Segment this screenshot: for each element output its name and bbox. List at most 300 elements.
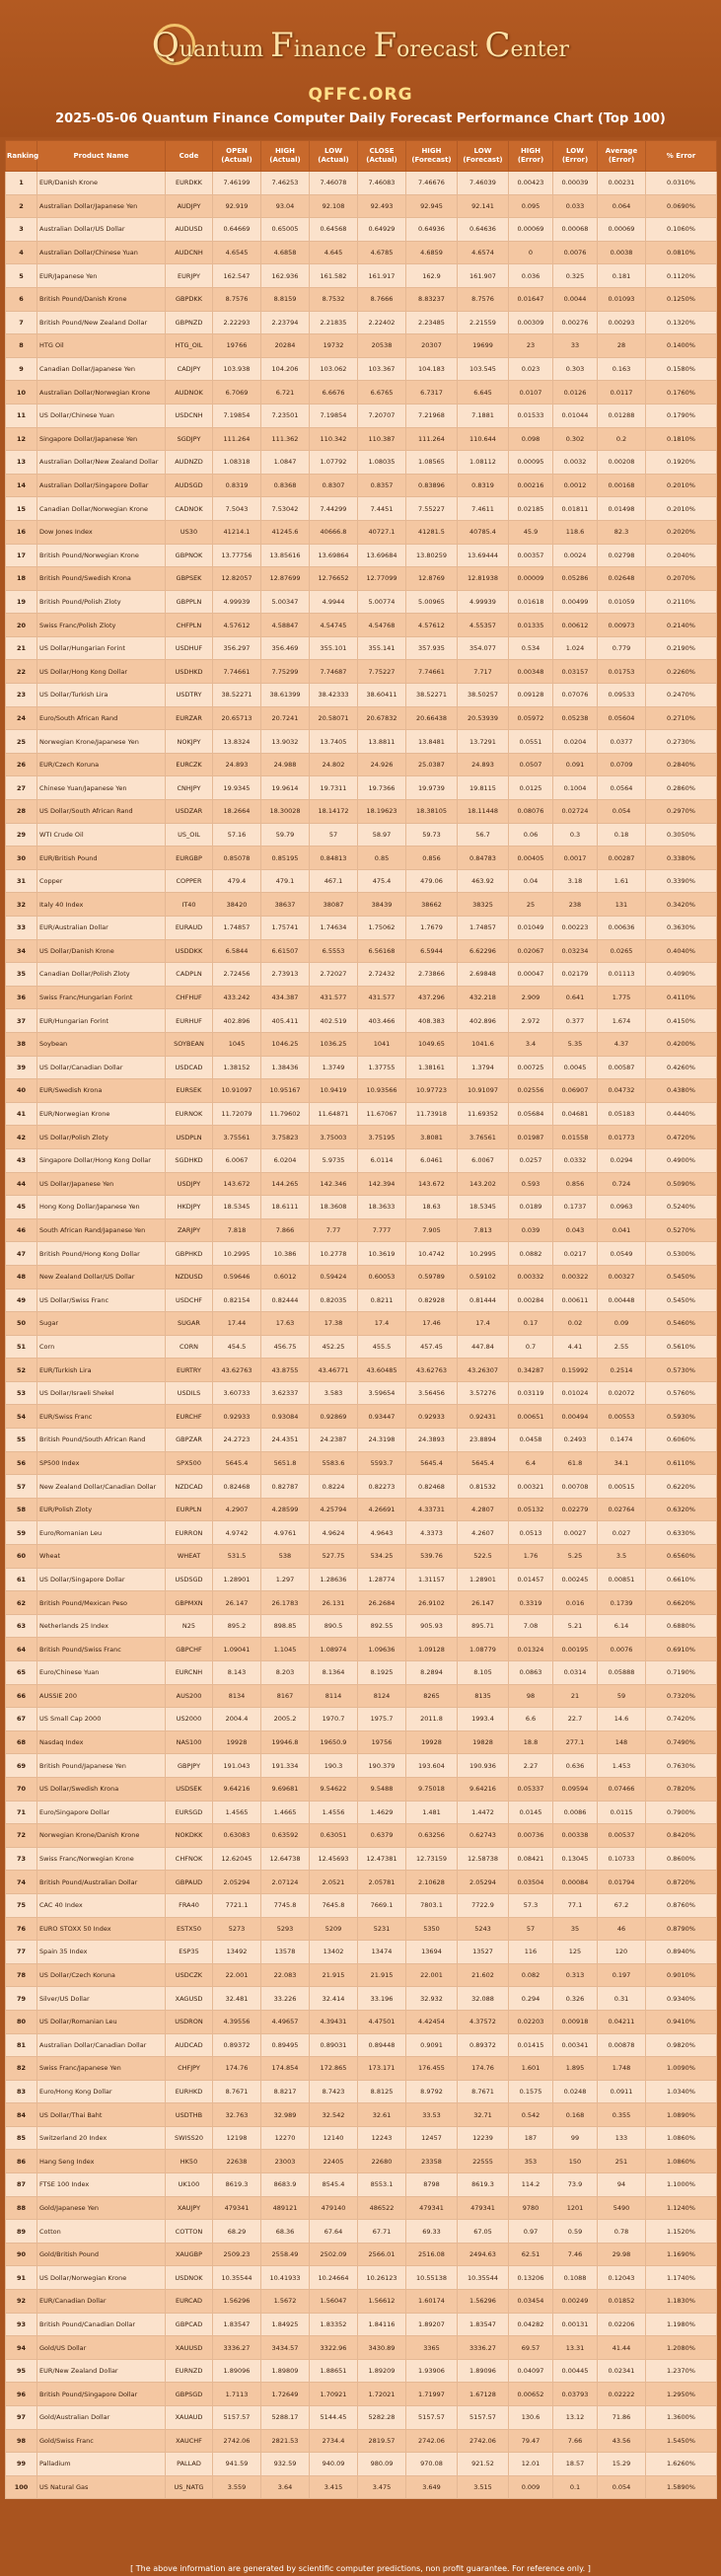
table-cell: 4.37 bbox=[598, 1032, 646, 1056]
table-cell: 0.31 bbox=[598, 1987, 646, 2011]
table-cell: Euro/Singapore Dollar bbox=[37, 1801, 166, 1824]
table-cell: 0.7 bbox=[509, 1335, 553, 1359]
table-cell: 0.84813 bbox=[310, 846, 358, 870]
table-cell: 0.00321 bbox=[509, 1475, 553, 1499]
table-row bbox=[6, 241, 717, 264]
table-cell: 1201 bbox=[553, 2196, 598, 2220]
table-cell: 0.2493 bbox=[553, 1429, 598, 1452]
table-cell: 8.1925 bbox=[358, 1661, 406, 1685]
table-cell: 5.35 bbox=[553, 1032, 598, 1056]
table-cell: 4.9761 bbox=[261, 1521, 310, 1545]
table-cell: CORN bbox=[166, 1335, 213, 1359]
table-cell: 18.3608 bbox=[310, 1196, 358, 1219]
table-cell: NOKDKK bbox=[166, 1824, 213, 1848]
table-cell: 0.0017 bbox=[553, 846, 598, 870]
table-row bbox=[6, 823, 717, 846]
table-cell: 13.7405 bbox=[310, 730, 358, 754]
table-cell: 12.81938 bbox=[458, 567, 509, 591]
table-cell: 3.559 bbox=[213, 2475, 261, 2499]
table-cell: 6.5553 bbox=[310, 939, 358, 963]
table-cell: 0.02 bbox=[553, 1312, 598, 1336]
table-cell: 3.57276 bbox=[458, 1381, 509, 1405]
table-cell: 0.01498 bbox=[598, 497, 646, 521]
table-cell: Australian Dollar/New Zealand Dollar bbox=[37, 451, 166, 475]
table-cell: 0.2730% bbox=[646, 730, 717, 754]
brand-letter-c: C bbox=[484, 26, 511, 65]
table-cell: 1970.7 bbox=[310, 1708, 358, 1731]
table-cell: 0.0086 bbox=[553, 1801, 598, 1824]
table-cell: 0.9010% bbox=[646, 1963, 717, 1987]
table-cell: 8798 bbox=[406, 2173, 458, 2197]
table-cell: 940.09 bbox=[310, 2453, 358, 2476]
table-cell: 40 bbox=[6, 1079, 37, 1103]
table-cell: Norwegian Krone/Danish Krone bbox=[37, 1824, 166, 1848]
table-cell: 0.6560% bbox=[646, 1545, 717, 1569]
table-cell: Swiss Franc/Hungarian Forint bbox=[37, 986, 166, 1009]
table-cell: 0.06 bbox=[509, 823, 553, 846]
table-cell: 6.0204 bbox=[261, 1148, 310, 1172]
table-row bbox=[6, 730, 717, 754]
table-cell: 3.64 bbox=[261, 2475, 310, 2499]
table-cell: 20.66438 bbox=[406, 706, 458, 730]
table-row bbox=[6, 1475, 717, 1499]
table-cell: Nasdaq Index bbox=[37, 1730, 166, 1754]
table-row bbox=[6, 1730, 717, 1754]
table-cell: 22.001 bbox=[406, 1963, 458, 1987]
table-cell: 3.415 bbox=[310, 2475, 358, 2499]
table-cell: 76 bbox=[6, 1917, 37, 1941]
table-cell: British Pound/Danish Krone bbox=[37, 287, 166, 311]
table-row bbox=[6, 2010, 717, 2033]
table-cell: USDZAR bbox=[166, 800, 213, 824]
table-cell: 0.00276 bbox=[553, 311, 598, 334]
table-cell: 3.5 bbox=[598, 1545, 646, 1569]
table-cell: 1.08318 bbox=[213, 451, 261, 475]
table-cell: 2.22402 bbox=[358, 311, 406, 334]
table-cell: 12.82057 bbox=[213, 567, 261, 591]
table-cell: Sugar bbox=[37, 1312, 166, 1336]
table-cell: 1.09128 bbox=[406, 1638, 458, 1661]
table-cell: 0.779 bbox=[598, 636, 646, 660]
table-cell: 86 bbox=[6, 2150, 37, 2173]
table-cell: 0.377 bbox=[553, 1009, 598, 1033]
table-cell: 0.0012 bbox=[553, 474, 598, 497]
table-cell: 1.5672 bbox=[261, 2290, 310, 2314]
table-cell: 1036.25 bbox=[310, 1032, 358, 1056]
table-cell: 1.72021 bbox=[358, 2383, 406, 2406]
table-cell: 190.379 bbox=[358, 1754, 406, 1778]
table-row bbox=[6, 590, 717, 614]
table-body bbox=[6, 172, 717, 2499]
table-cell: 0.00341 bbox=[553, 2033, 598, 2057]
table-cell: COTTON bbox=[166, 2220, 213, 2244]
table-cell: 0.2970% bbox=[646, 800, 717, 824]
table-row bbox=[6, 1451, 717, 1475]
table-cell: SGDJPY bbox=[166, 427, 213, 451]
table-cell: 0.7490% bbox=[646, 1730, 717, 1754]
table-cell: 0.00195 bbox=[553, 1638, 598, 1661]
table-cell: 110.387 bbox=[358, 427, 406, 451]
table-cell: 66 bbox=[6, 1684, 37, 1708]
table-cell: 0.6110% bbox=[646, 1451, 717, 1475]
table-cell: EURRON bbox=[166, 1521, 213, 1545]
table-cell: 12.01 bbox=[509, 2453, 553, 2476]
table-cell: 18.14172 bbox=[310, 800, 358, 824]
table-cell: 83 bbox=[6, 2080, 37, 2103]
table-cell: 355.101 bbox=[310, 636, 358, 660]
table-cell: 18.38105 bbox=[406, 800, 458, 824]
table-cell: 118.6 bbox=[553, 520, 598, 544]
table-cell: 4.41 bbox=[553, 1335, 598, 1359]
table-cell: 17 bbox=[6, 544, 37, 567]
table-cell: 111.264 bbox=[406, 427, 458, 451]
table-cell: 18.57 bbox=[553, 2453, 598, 2476]
table-cell: USDSEK bbox=[166, 1777, 213, 1801]
table-cell: 1.4472 bbox=[458, 1801, 509, 1824]
table-cell: 1.84925 bbox=[261, 2313, 310, 2336]
table-cell: 10.91097 bbox=[213, 1079, 261, 1103]
table-cell: 1.1690% bbox=[646, 2243, 717, 2266]
table-cell: 0.85078 bbox=[213, 846, 261, 870]
table-cell: 0.04732 bbox=[598, 1079, 646, 1103]
table-cell: 62.51 bbox=[509, 2243, 553, 2266]
table-row bbox=[6, 1917, 717, 1941]
table-cell: AUDCNH bbox=[166, 241, 213, 264]
table-cell: USDDKK bbox=[166, 939, 213, 963]
table-cell: 0.9091 bbox=[406, 2033, 458, 2057]
table-cell: Spain 35 Index bbox=[37, 1941, 166, 1964]
table-cell: 0.00168 bbox=[598, 474, 646, 497]
table-cell: 0.00423 bbox=[509, 172, 553, 195]
table-cell: 1.3794 bbox=[458, 1056, 509, 1079]
table-cell: 0.02072 bbox=[598, 1381, 646, 1405]
table-cell: 103.938 bbox=[213, 357, 261, 381]
table-cell: 0.02341 bbox=[598, 2359, 646, 2383]
table-cell: 6.721 bbox=[261, 381, 310, 405]
table-cell: 0.00069 bbox=[598, 218, 646, 242]
table-cell: EURPLN bbox=[166, 1498, 213, 1521]
table-cell: 77.1 bbox=[553, 1893, 598, 1917]
table-cell: 2005.2 bbox=[261, 1708, 310, 1731]
table-cell: 0.2140% bbox=[646, 614, 717, 637]
table-cell: 895.2 bbox=[213, 1614, 261, 1638]
table-cell: 0.6220% bbox=[646, 1475, 717, 1499]
table-row bbox=[6, 1893, 717, 1917]
table-cell: 4.99939 bbox=[458, 590, 509, 614]
table-cell: 57.3 bbox=[509, 1893, 553, 1917]
table-cell: 2.972 bbox=[509, 1009, 553, 1033]
table-cell: 0.8790% bbox=[646, 1917, 717, 1941]
table-cell: 36 bbox=[6, 986, 37, 1009]
table-cell: 0.5930% bbox=[646, 1405, 717, 1429]
table-cell: 433.242 bbox=[213, 986, 261, 1009]
table-cell: 4.9643 bbox=[358, 1521, 406, 1545]
table-cell: 19946.8 bbox=[261, 1730, 310, 1754]
table-cell: British Pound/Norwegian Krone bbox=[37, 544, 166, 567]
table-cell: 13.7291 bbox=[458, 730, 509, 754]
table-cell: 24.2723 bbox=[213, 1429, 261, 1452]
table-cell: 10.95167 bbox=[261, 1079, 310, 1103]
table-cell: 93 bbox=[6, 2313, 37, 2336]
table-cell: 43.26307 bbox=[458, 1359, 509, 1382]
table-row bbox=[6, 1801, 717, 1824]
table-cell: 0.00095 bbox=[509, 451, 553, 475]
table-cell: 103.062 bbox=[310, 357, 358, 381]
table-cell: 9780 bbox=[509, 2196, 553, 2220]
table-cell: 97 bbox=[6, 2406, 37, 2430]
table-cell: 7.08 bbox=[509, 1614, 553, 1638]
table-cell: 0.01558 bbox=[553, 1126, 598, 1149]
table-cell: 10.2778 bbox=[310, 1242, 358, 1266]
table-cell: 356.469 bbox=[261, 636, 310, 660]
table-cell: 24.802 bbox=[310, 753, 358, 776]
table-cell: 38420 bbox=[213, 893, 261, 917]
table-row bbox=[6, 2150, 717, 2173]
table-cell: 1045 bbox=[213, 1032, 261, 1056]
table-cell: 1.56296 bbox=[213, 2290, 261, 2314]
table-cell: 2.0521 bbox=[310, 1871, 358, 1894]
table-cell: 6.0067 bbox=[458, 1148, 509, 1172]
table-cell: 0.00515 bbox=[598, 1475, 646, 1499]
table-cell: 489121 bbox=[261, 2196, 310, 2220]
table-row bbox=[6, 2336, 717, 2360]
table-cell: 1.4565 bbox=[213, 1801, 261, 1824]
table-cell: 0.0024 bbox=[553, 544, 598, 567]
table-cell: 77 bbox=[6, 1941, 37, 1964]
table-cell: 4.9742 bbox=[213, 1521, 261, 1545]
table-cell: 40727.1 bbox=[358, 520, 406, 544]
table-cell: 1.1045 bbox=[261, 1638, 310, 1661]
table-cell: 3336.27 bbox=[213, 2336, 261, 2360]
table-cell: EURZAR bbox=[166, 706, 213, 730]
table-cell: 0.07466 bbox=[598, 1777, 646, 1801]
table-cell: 6 bbox=[6, 287, 37, 311]
table-cell: Netherlands 25 Index bbox=[37, 1614, 166, 1638]
table-cell: 0.1320% bbox=[646, 311, 717, 334]
table-cell: 1.37755 bbox=[358, 1056, 406, 1079]
table-cell: 8.203 bbox=[261, 1661, 310, 1685]
table-cell: 1.89809 bbox=[261, 2359, 310, 2383]
table-cell: 7.46083 bbox=[358, 172, 406, 195]
table-cell: 19828 bbox=[458, 1730, 509, 1754]
table-cell: Gold/Australian Dollar bbox=[37, 2406, 166, 2430]
table-cell: 1.2080% bbox=[646, 2336, 717, 2360]
table-cell: 402.896 bbox=[213, 1009, 261, 1033]
table-cell: AUDSGD bbox=[166, 474, 213, 497]
table-cell: 3365 bbox=[406, 2336, 458, 2360]
table-cell: Dow Jones Index bbox=[37, 520, 166, 544]
table-cell: 0.00851 bbox=[598, 1568, 646, 1591]
table-cell: 0.93447 bbox=[358, 1405, 406, 1429]
table-cell: 46 bbox=[6, 1218, 37, 1242]
table-row bbox=[6, 1614, 717, 1638]
table-cell: 12239 bbox=[458, 2126, 509, 2150]
table-row bbox=[6, 1847, 717, 1871]
table-cell: 162.547 bbox=[213, 264, 261, 288]
table-cell: 0.534 bbox=[509, 636, 553, 660]
table-row bbox=[6, 520, 717, 544]
table-cell: 0.8224 bbox=[310, 1475, 358, 1499]
table-cell: 0.63083 bbox=[213, 1824, 261, 1848]
table-cell: 7.777 bbox=[358, 1218, 406, 1242]
table-cell: 0.0458 bbox=[509, 1429, 553, 1452]
table-cell: 0.00494 bbox=[553, 1405, 598, 1429]
table-cell: 0.10733 bbox=[598, 1847, 646, 1871]
table-cell: 0.59789 bbox=[406, 1265, 458, 1288]
table-cell: 1.0090% bbox=[646, 2057, 717, 2081]
table-cell: 148 bbox=[598, 1730, 646, 1754]
table-cell: CHFJPY bbox=[166, 2057, 213, 2081]
table-cell: 1.0890% bbox=[646, 2103, 717, 2127]
table-cell: 3.75561 bbox=[213, 1126, 261, 1149]
table-cell: 99 bbox=[6, 2453, 37, 2476]
table-cell: 3.515 bbox=[458, 2475, 509, 2499]
table-row bbox=[6, 660, 717, 684]
table-cell: 98 bbox=[6, 2429, 37, 2453]
table-cell: British Pound/Hong Kong Dollar bbox=[37, 1242, 166, 1266]
table-cell: 125 bbox=[553, 1941, 598, 1964]
table-row bbox=[6, 1148, 717, 1172]
table-cell: 8619.3 bbox=[213, 2173, 261, 2197]
table-cell: 19928 bbox=[406, 1730, 458, 1754]
table-cell: 0.3050% bbox=[646, 823, 717, 846]
table-cell: 26.1783 bbox=[261, 1591, 310, 1615]
table-cell: GBPNZD bbox=[166, 311, 213, 334]
table-cell: 18.5345 bbox=[458, 1196, 509, 1219]
table-cell: 8135 bbox=[458, 1684, 509, 1708]
table-cell: 0.00651 bbox=[509, 1405, 553, 1429]
table-cell: 432.218 bbox=[458, 986, 509, 1009]
table-cell: 6.4 bbox=[509, 1451, 553, 1475]
table-cell: 1.4665 bbox=[261, 1801, 310, 1824]
table-cell: 455.5 bbox=[358, 1335, 406, 1359]
table-cell: 0.7820% bbox=[646, 1777, 717, 1801]
table-cell: 0.01647 bbox=[509, 287, 553, 311]
table-cell: 0.03454 bbox=[509, 2290, 553, 2314]
table-cell: 2.23485 bbox=[406, 311, 458, 334]
table-cell: 539.76 bbox=[406, 1545, 458, 1569]
table-cell: 5157.57 bbox=[406, 2406, 458, 2430]
table-cell: 2742.06 bbox=[406, 2429, 458, 2453]
table-cell: 2.05294 bbox=[213, 1871, 261, 1894]
table-cell: 46 bbox=[598, 1917, 646, 1941]
table-cell: 941.59 bbox=[213, 2453, 261, 2476]
table-cell: Wheat bbox=[37, 1545, 166, 1569]
table-cell: 0.181 bbox=[598, 264, 646, 288]
table-cell: 0.97 bbox=[509, 2220, 553, 2244]
table-cell: 7.46039 bbox=[458, 172, 509, 195]
table-cell: 0.01324 bbox=[509, 1638, 553, 1661]
table-cell: 13 bbox=[6, 451, 37, 475]
table-cell: 8265 bbox=[406, 1684, 458, 1708]
table-cell: 79.47 bbox=[509, 2429, 553, 2453]
table-cell: 531.5 bbox=[213, 1545, 261, 1569]
table-cell: 7.5043 bbox=[213, 497, 261, 521]
table-cell: 190.3 bbox=[310, 1754, 358, 1778]
table-cell: 24.926 bbox=[358, 753, 406, 776]
table-cell: 92.141 bbox=[458, 194, 509, 218]
table-cell: British Pound/Canadian Dollar bbox=[37, 2313, 166, 2336]
table-cell: 32 bbox=[6, 893, 37, 917]
table-cell: 0.01457 bbox=[509, 1568, 553, 1591]
table-cell: 96 bbox=[6, 2383, 37, 2406]
table-cell: 25 bbox=[6, 730, 37, 754]
table-cell: 12.47381 bbox=[358, 1847, 406, 1871]
table-cell: 0.0045 bbox=[553, 1056, 598, 1079]
table-cell: 32.71 bbox=[458, 2103, 509, 2127]
table-cell: 59.73 bbox=[406, 823, 458, 846]
table-cell: 0.0125 bbox=[509, 776, 553, 800]
table-cell: 0.82444 bbox=[261, 1288, 310, 1312]
table-cell: AUS200 bbox=[166, 1684, 213, 1708]
table-cell: 11.67067 bbox=[358, 1102, 406, 1126]
table-cell: 71.86 bbox=[598, 2406, 646, 2430]
table-cell: 353 bbox=[509, 2150, 553, 2173]
table-cell: US Natural Gas bbox=[37, 2475, 166, 2499]
table-cell: 1.76 bbox=[509, 1545, 553, 1569]
table-cell: 0.3319 bbox=[509, 1591, 553, 1615]
table-cell: 0.8319 bbox=[213, 474, 261, 497]
table-cell: 0.0294 bbox=[598, 1148, 646, 1172]
table-row bbox=[6, 1638, 717, 1661]
table-cell: 56 bbox=[6, 1451, 37, 1475]
table-cell: 19 bbox=[6, 590, 37, 614]
table-cell: 12457 bbox=[406, 2126, 458, 2150]
table-cell: 1.7679 bbox=[406, 917, 458, 940]
table-cell: 174.854 bbox=[261, 2057, 310, 2081]
table-cell: 7.19854 bbox=[213, 404, 261, 427]
table-cell: 0.00448 bbox=[598, 1288, 646, 1312]
column-header: HIGH (Forecast) bbox=[406, 141, 458, 172]
table-cell: USDRON bbox=[166, 2010, 213, 2033]
table-cell: 0.63256 bbox=[406, 1824, 458, 1848]
table-cell: 7.53042 bbox=[261, 497, 310, 521]
table-cell: Euro/Romanian Leu bbox=[37, 1521, 166, 1545]
table-cell: 32.414 bbox=[310, 1987, 358, 2011]
table-cell: 932.59 bbox=[261, 2453, 310, 2476]
table-cell: 15.29 bbox=[598, 2453, 646, 2476]
table-cell: 142.346 bbox=[310, 1172, 358, 1196]
table-cell: 10.91097 bbox=[458, 1079, 509, 1103]
table-cell: 0.00068 bbox=[553, 218, 598, 242]
table-cell: 2.72456 bbox=[213, 963, 261, 987]
table-cell: 92.919 bbox=[213, 194, 261, 218]
table-cell: 72 bbox=[6, 1824, 37, 1848]
table-cell: 0.636 bbox=[553, 1754, 598, 1778]
table-cell: 1.0847 bbox=[261, 451, 310, 475]
table-cell: 6.5944 bbox=[406, 939, 458, 963]
table-cell: CNHJPY bbox=[166, 776, 213, 800]
table-cell: 1.74857 bbox=[213, 917, 261, 940]
table-cell: 53 bbox=[6, 1381, 37, 1405]
table-cell: EURHUF bbox=[166, 1009, 213, 1033]
table-cell: EUR/Norwegian Krone bbox=[37, 1102, 166, 1126]
table-cell: US Dollar/Israeli Shekel bbox=[37, 1381, 166, 1405]
table-cell: 5209 bbox=[310, 1917, 358, 1941]
table-cell: 57 bbox=[6, 1475, 37, 1499]
table-cell: USDCZK bbox=[166, 1963, 213, 1987]
table-cell: 4.6545 bbox=[213, 241, 261, 264]
table-row bbox=[6, 706, 717, 730]
table-cell: 457.45 bbox=[406, 1335, 458, 1359]
table-cell: 22555 bbox=[458, 2150, 509, 2173]
table-cell: 99 bbox=[553, 2126, 598, 2150]
table-cell: 10.97723 bbox=[406, 1079, 458, 1103]
table-cell: 0.02279 bbox=[553, 1498, 598, 1521]
table-cell: 21 bbox=[553, 1684, 598, 1708]
table-row bbox=[6, 1172, 717, 1196]
table-cell: 0.0863 bbox=[509, 1661, 553, 1685]
